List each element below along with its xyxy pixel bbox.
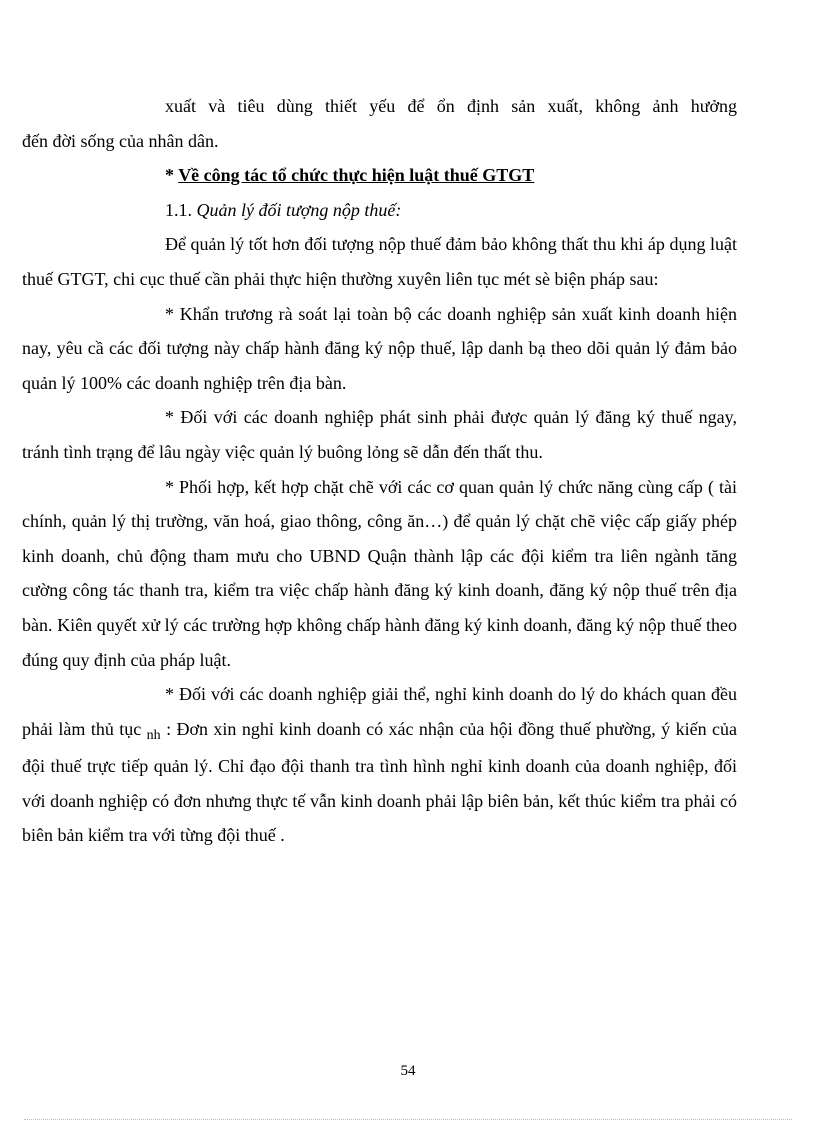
paragraph: * Khẩn trương rà soát lại toàn bộ các doanh nghiệp sản xuất kinh doanh hiện nay, yêu cầ các đối tượng này chấp hành đăng ký nộp thuế, lập danh bạ theo dõi quản lý đảm bảo quản lý 100% các doanh nghiệp trên địa bàn. <box>22 303 737 393</box>
paragraph: * Phối hợp, kết hợp chặt chẽ với các cơ quan quản lý chức năng cùng cấp ( tài chính, quản lý thị trường, văn hoá, giao thông, công ăn…) để quản lý chặt chẽ việc cấp giấy phép kinh doanh, chủ động tham mưu cho UBND Quận thành lập các đội kiểm tra liên ngành tăng cường công tác thanh tra, kiểm tra việc chấp hành đăng ký kinh doanh, đăng ký nộp thuế trên địa bàn. Kiên quyết xử lý các trường hợp không chấp hành đăng ký kinh doanh, đăng ký nộp thuế theo đúng quy định của pháp luật. <box>22 476 737 670</box>
heading-text: Về công tác tổ chức thực hiện luật thuế GTGT <box>178 165 535 186</box>
paragraph-text: : Đơn xin nghỉ kinh doanh có xác nhận của hội đồng thuế phường, ý kiến của đội thuế trực tiếp quản lý. Chỉ đạo đội thanh tra tình hình nghỉ kinh doanh của doanh nghiệp, đối với doanh nghiệp có đơn nhưng thực tế vẫn kinh doanh phải lập biên bản, kết thúc kiểm tra phải có biên bản kiểm tra với từng đội thuế . <box>22 718 737 846</box>
paragraph-continuation <box>22 89 737 158</box>
page-bottom-rule <box>24 1119 792 1120</box>
paragraph-text: * Đối với các doanh nghiệp giải thể, nghỉ kinh doanh do lý do khách quan đều phải làm thủ tục <box>22 684 737 739</box>
paragraph-line: xuất và tiêu dùng thiết yếu để ổn định sản xuất, không ảnh hưởng <box>165 96 737 116</box>
subsection-title: Quản lý đối tượng nộp thuế: <box>196 199 402 220</box>
page-number: 54 <box>400 1063 416 1079</box>
heading-bullet: * <box>165 165 179 186</box>
inline-fragment: nh <box>146 727 161 743</box>
paragraph <box>22 677 737 853</box>
subsection-heading <box>165 193 737 228</box>
paragraph: * Đối với các doanh nghiệp phát sinh phải được quản lý đăng ký thuế ngay, tránh tình trạng để lâu ngày việc quản lý buông lỏng sẽ dẫn đến thất thu. <box>22 407 737 462</box>
document-body <box>22 89 737 853</box>
paragraph: Để quản lý tốt hơn đối tượng nộp thuế đảm bảo không thất thu khi áp dụng luật thuế GTGT, chi cục thuế cần phải thực hiện thường xuyên liên tục mét sè biện pháp sau: <box>22 234 737 289</box>
section-heading <box>165 158 737 193</box>
subsection-number: 1.1. <box>165 199 197 220</box>
paragraph-line: đến đời sống của nhân dân. <box>22 130 219 151</box>
